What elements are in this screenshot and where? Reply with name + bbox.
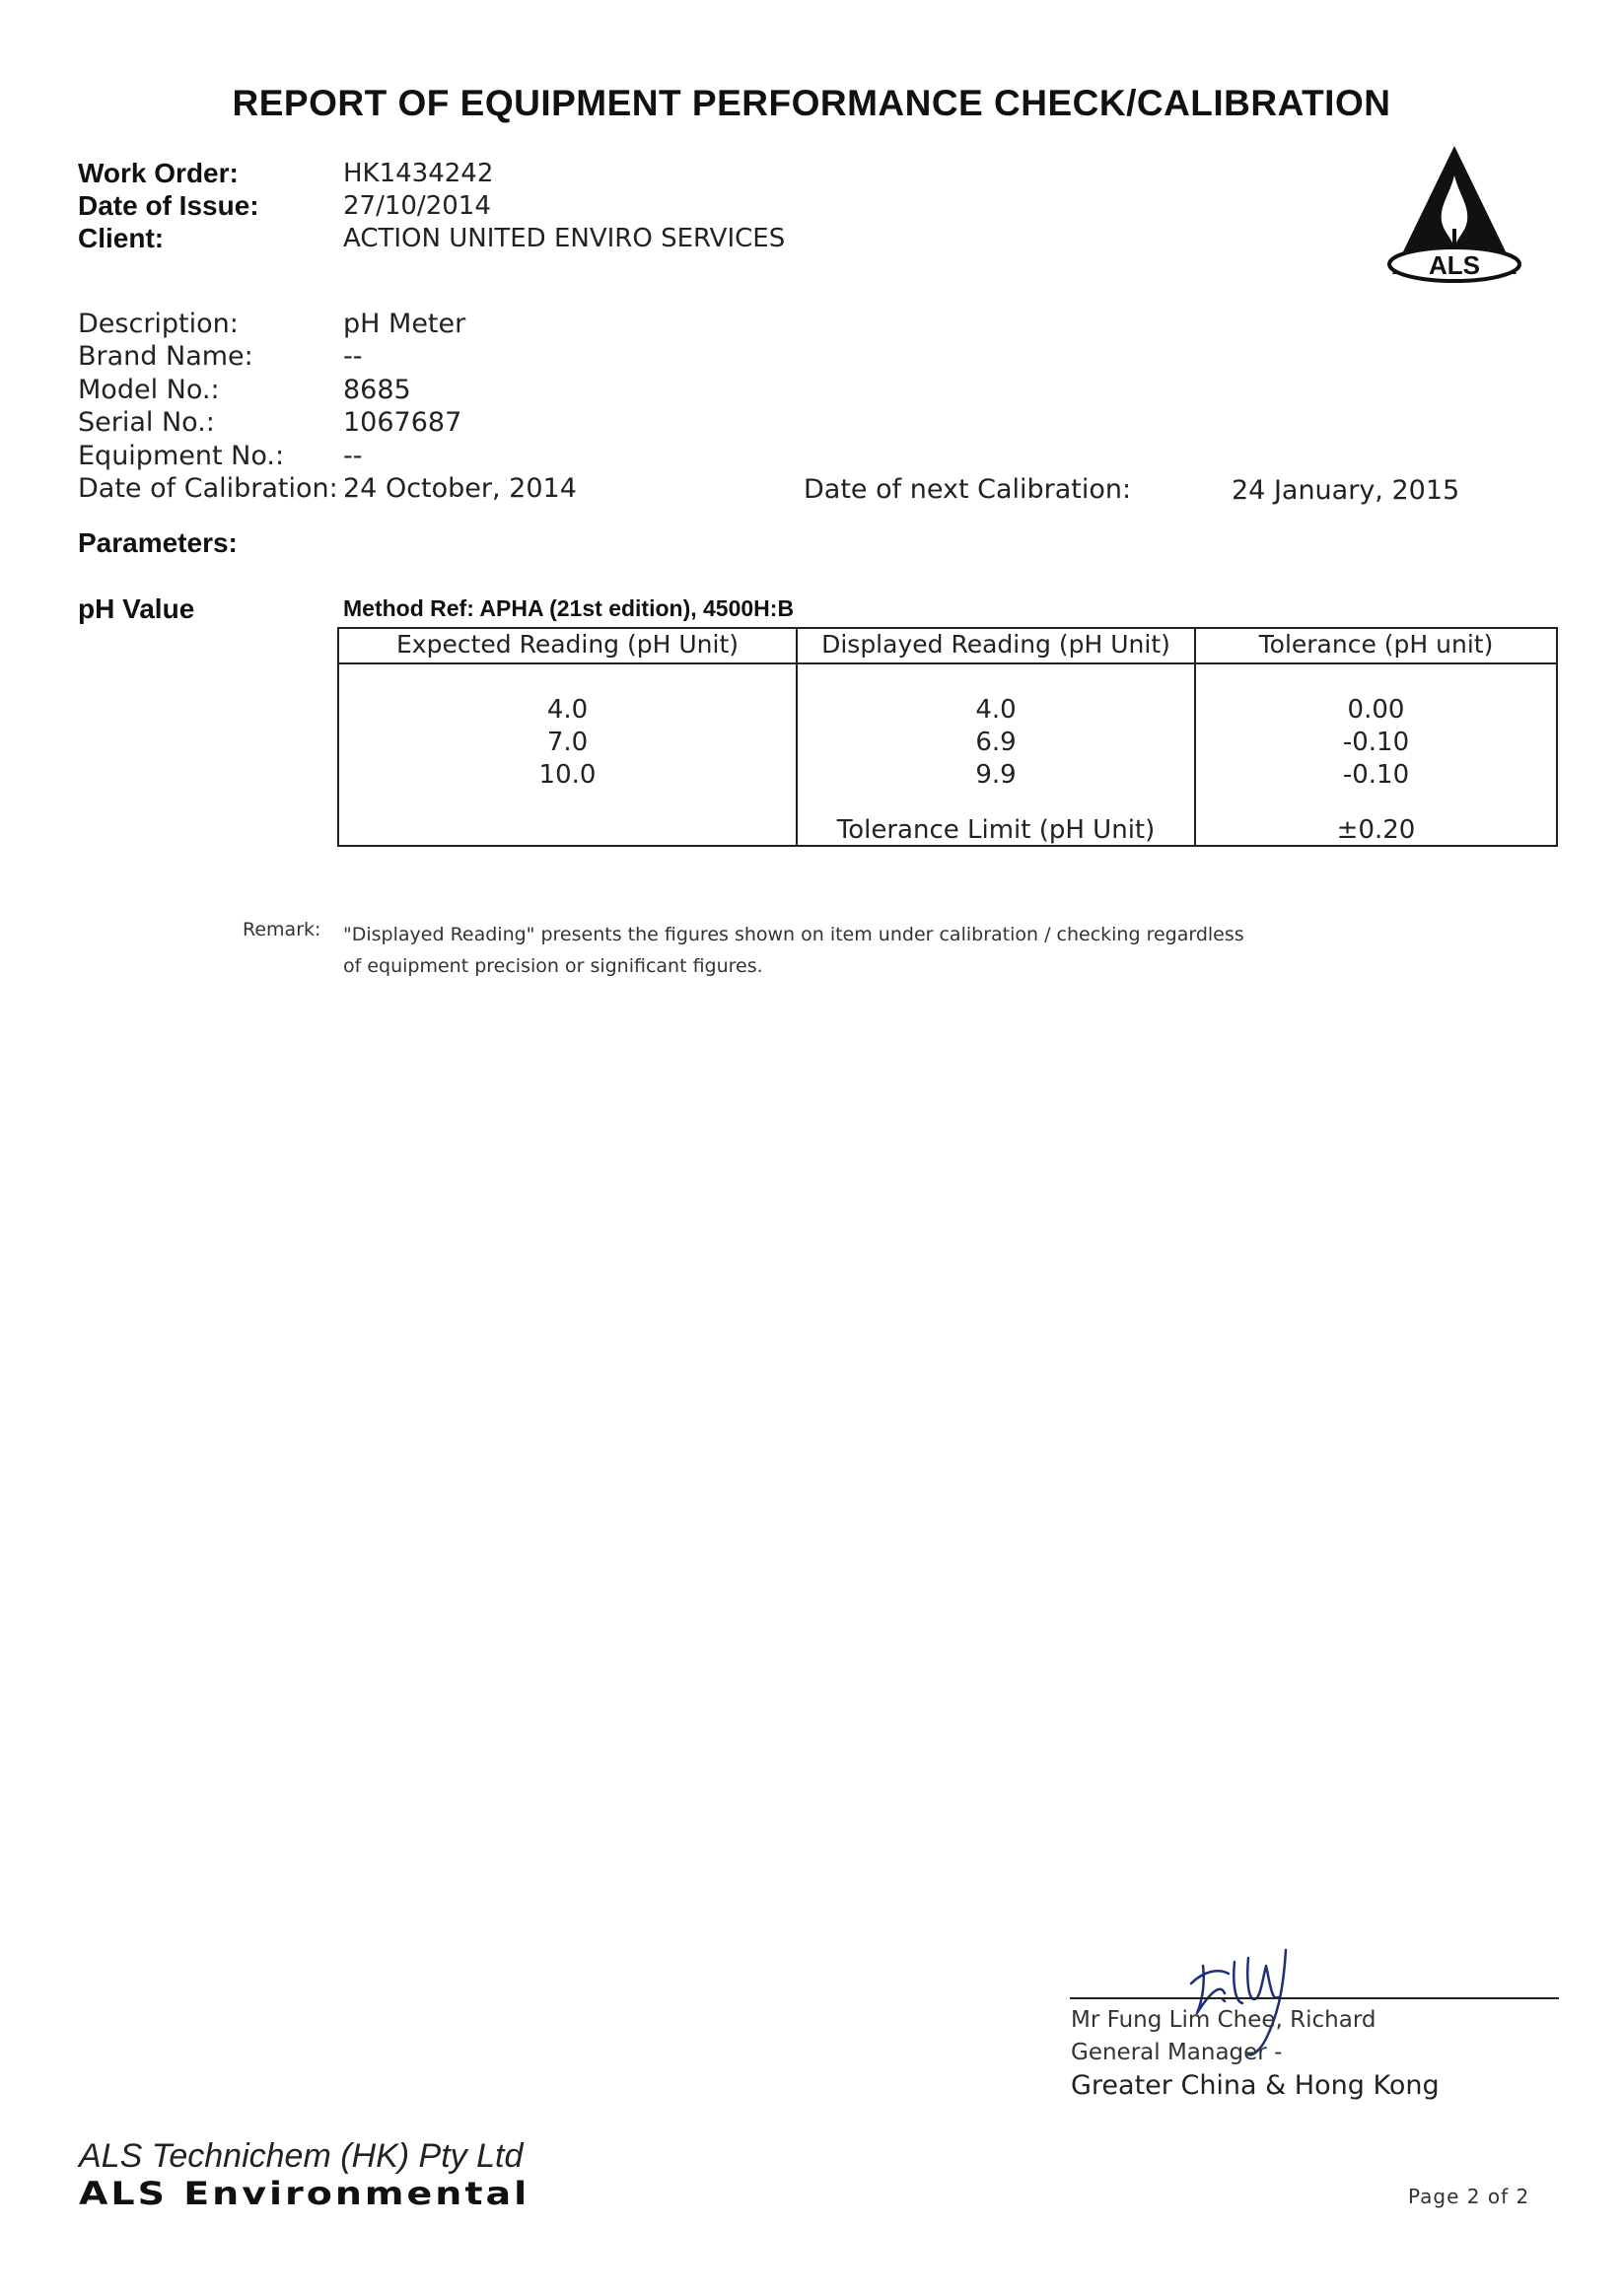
tolerance-cell: 0.00 [1347,695,1405,725]
report-title: REPORT OF EQUIPMENT PERFORMANCE CHECK/CALIBRATION [232,83,1391,123]
next-calibration-label: Date of next Calibration: [804,474,1132,505]
header-tolerance: Tolerance (pH unit) [1258,630,1494,659]
equipment-no-value: -- [343,441,363,471]
model-value: 8685 [343,375,411,405]
signatory-title: General Manager - [1071,2040,1283,2065]
expected-reading-column [339,694,796,792]
page-number: Page 2 of 2 [1408,2185,1530,2208]
displayed-reading-cell: 4.0 [975,695,1017,725]
client-label: Client: [78,223,165,253]
equipment-no-label: Equipment No.: [78,441,285,471]
description-value: pH Meter [343,309,466,339]
header-expected-reading: Expected Reading (pH Unit) [395,630,740,659]
remark-text [343,919,1349,982]
method-reference: Method Ref: APHA (21st edition), 4500H:B [343,595,795,621]
table-header-divider [337,662,1558,664]
model-label: Model No.: [78,375,220,405]
als-logo [1380,138,1528,286]
remark-line: of equipment precision or significant figures. [343,955,763,977]
work-order-label: Work Order: [78,158,239,188]
ph-value-label: pH Value [78,593,195,624]
signatory-name: Mr Fung Lim Chee, Richard [1071,2007,1376,2033]
remark-line: "Displayed Reading" presents the figures shown on item under calibration / checking regardless [343,924,1244,945]
calibration-date-label: Date of Calibration: [78,473,338,504]
tolerance-cell: -0.10 [1342,728,1410,757]
displayed-reading-column [798,694,1194,792]
brand-value: -- [343,341,363,372]
calibration-date-value: 24 October, 2014 [343,473,577,504]
tolerance-cell: -0.10 [1342,760,1410,790]
parameters-label: Parameters: [78,527,238,558]
date-of-issue-value: 27/10/2014 [343,191,491,221]
work-order-value: HK1434242 [343,159,494,188]
brand-logotype: ALS Environmental [79,2175,530,2212]
brand-label: Brand Name: [78,341,253,372]
signatory-region: Greater China & Hong Kong [1071,2070,1440,2101]
company-name: ALS Technichem (HK) Pty Ltd [79,2137,524,2175]
expected-reading-cell: 7.0 [546,728,589,757]
expected-reading-cell: 10.0 [538,760,597,790]
tolerance-limit-value: ±0.20 [1336,815,1416,845]
next-calibration-value: 24 January, 2015 [1232,475,1460,506]
client-value: ACTION UNITED ENVIRO SERVICES [343,224,786,253]
displayed-reading-cell: 9.9 [975,760,1017,790]
description-label: Description: [78,309,239,339]
remark-label: Remark: [243,919,321,940]
serial-label: Serial No.: [78,407,215,438]
date-of-issue-label: Date of Issue: [78,190,259,221]
expected-reading-cell: 4.0 [546,695,589,725]
tolerance-column [1196,694,1556,792]
svg-text:ALS: ALS [1429,250,1480,280]
signature-line [1070,1997,1559,1999]
displayed-reading-cell: 6.9 [975,728,1017,757]
header-displayed-reading: Displayed Reading (pH Unit) [821,630,1170,659]
serial-value: 1067687 [343,407,462,438]
tolerance-limit-label: Tolerance Limit (pH Unit) [836,815,1156,845]
